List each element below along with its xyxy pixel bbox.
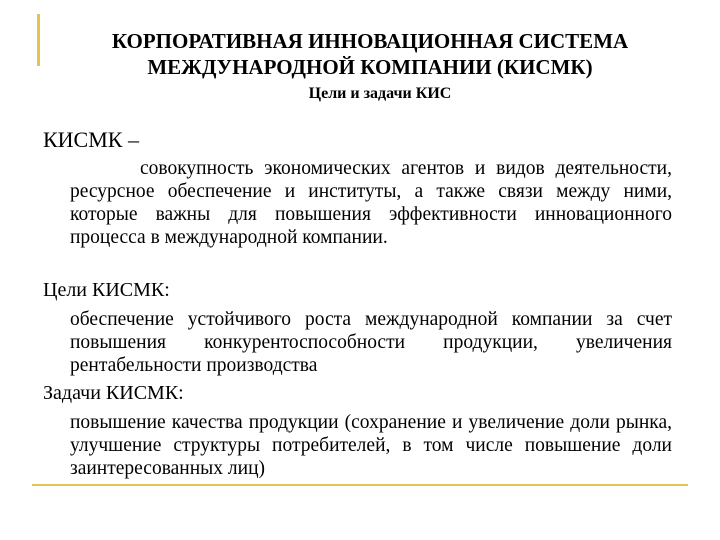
slide-title-line-2: МЕЖДУНАРОДНОЙ КОМПАНИИ (КИСМК)	[147, 55, 593, 79]
slide-subtitle: Цели и задачи КИС	[308, 85, 452, 102]
slide-title-line-1: КОРПОРАТИВНАЯ ИННОВАЦИОННАЯ СИСТЕМА	[111, 29, 629, 53]
definition-paragraph: совокупность экономических агентов и видов деятельности, ресурсное обеспечение и институты, а также связи между ними, которые важны для повышения эффективности инновационного процесса в международной компании.	[70, 158, 672, 248]
slide-title	[40, 28, 700, 80]
goals-heading: Цели КИСМК:	[43, 279, 170, 301]
tasks-paragraph: повышение качества продукции (сохранение и увеличение доли рынка, улучшение структуры потребителей, в том числе повышение доли заинтересованных лиц)	[70, 412, 672, 479]
accent-bottom-rule	[32, 484, 688, 486]
tasks-heading: Задачи КИСМК:	[43, 382, 184, 404]
goals-paragraph: обеспечение устойчивого роста международной компании за счет повышения конкурентоспособности продукции, увеличения рентабельности производства	[70, 309, 672, 376]
term-heading: КИСМК –	[43, 127, 139, 152]
